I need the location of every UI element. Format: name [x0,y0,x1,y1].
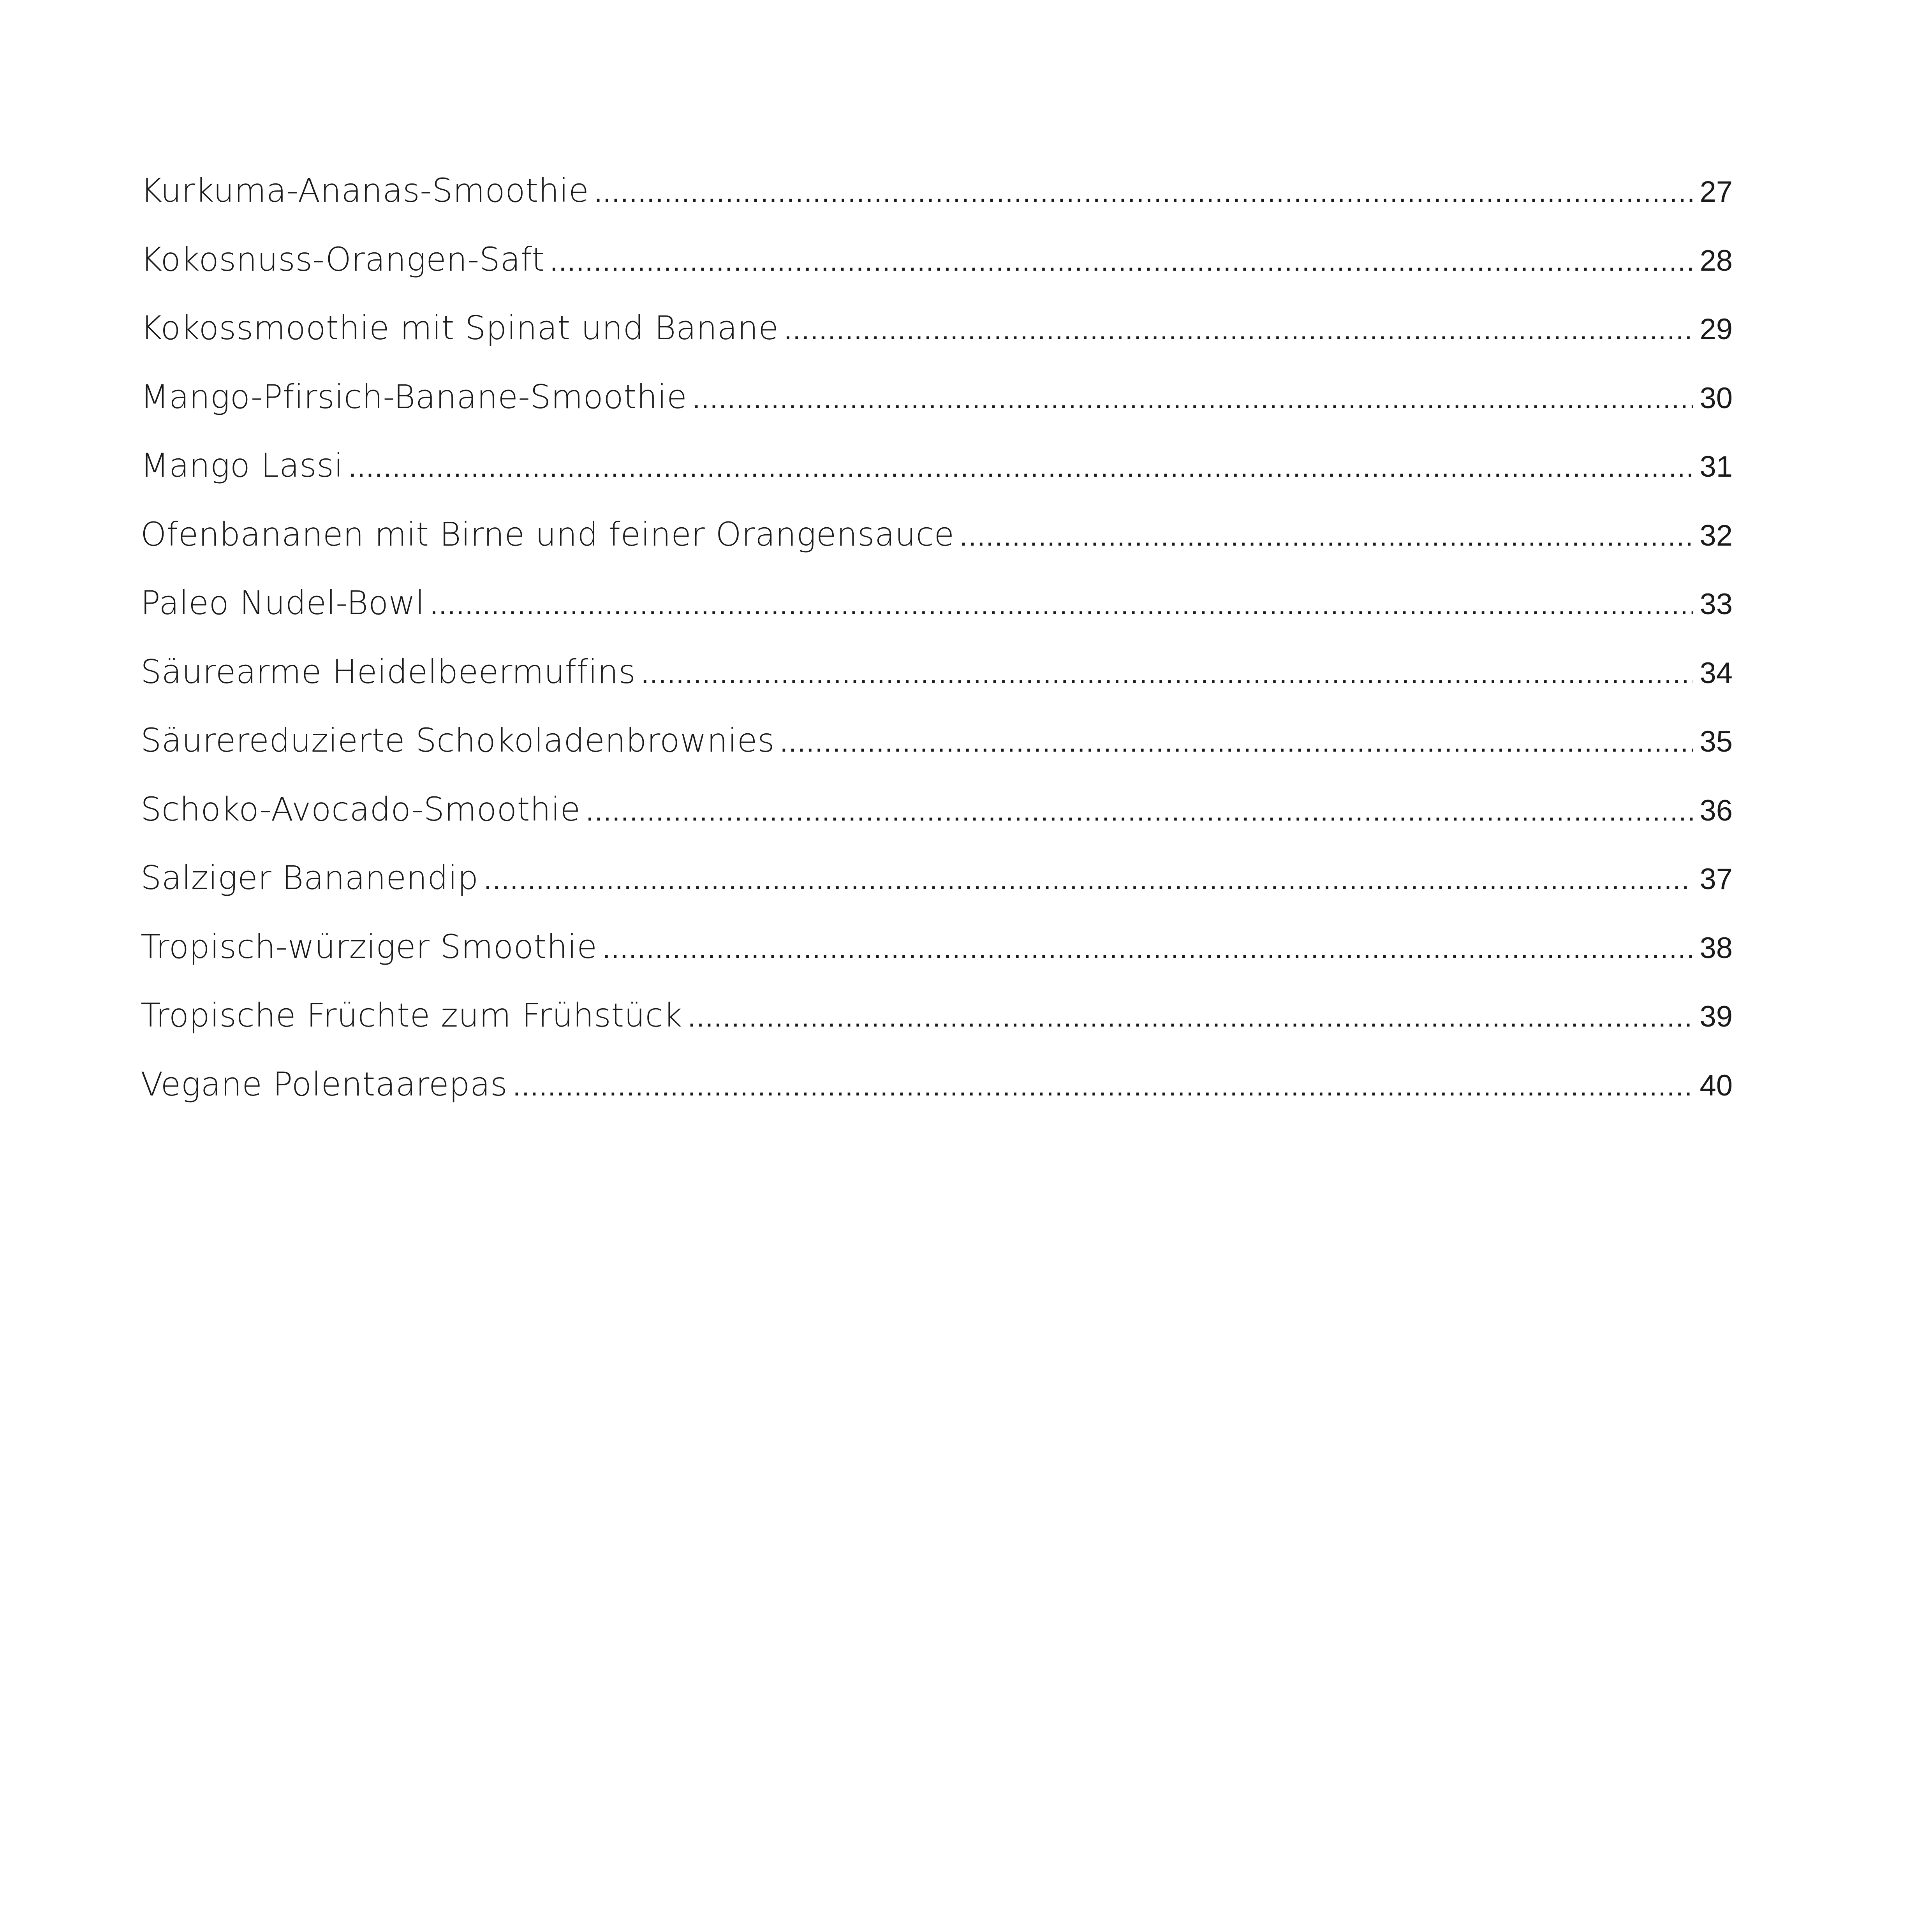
toc-entry[interactable] [141,996,1733,1065]
toc-dot-leader [784,314,1693,345]
toc-page-number: 40 [1700,1069,1733,1102]
toc-page-number: 35 [1700,725,1733,758]
toc-dot-leader [960,521,1693,552]
toc-dot-leader [688,1002,1693,1033]
toc-entry[interactable] [141,928,1733,997]
toc-entry-title: Tropische Früchte zum Frühstück [141,996,683,1034]
toc-entry-title: Mango-Pfirsich-Banane-Smoothie [141,377,687,416]
toc-entry[interactable] [141,790,1733,859]
toc-page-number: 31 [1700,450,1733,483]
toc-page-number: 34 [1700,656,1733,690]
toc-entry-title: Salziger Bananendip [141,859,479,897]
toc-page-number: 39 [1700,1000,1733,1033]
toc-page-number: 36 [1700,794,1733,827]
toc-entry[interactable] [141,584,1733,653]
toc-page-number: 30 [1700,381,1733,415]
toc-entry[interactable] [141,171,1733,240]
toc-entry-title: Paleo Nudel-Bowl [141,584,425,622]
toc-entry[interactable] [141,515,1733,584]
toc-entry[interactable] [141,721,1733,790]
toc-entry-title: Ofenbananen mit Birne und feiner Orangensauce [141,515,955,553]
toc-dot-leader [594,177,1693,208]
toc-page-number: 29 [1700,313,1733,346]
toc-page-number: 33 [1700,588,1733,621]
toc-entry-title: Mango Lassi [141,446,343,484]
toc-entry-title: Kokosnuss-Orangen-Saft [141,240,545,278]
toc-entry-title: Schoko-Avocado-Smoothie [141,790,581,828]
toc-entry[interactable] [141,859,1733,928]
toc-entry-title: Säurearme Heidelbeermuffins [141,652,636,691]
toc-page-number: 37 [1700,863,1733,896]
toc-page-number: 27 [1700,175,1733,208]
toc-entry-title: Kokossmoothie mit Spinat und Banane [141,309,779,347]
toc-dot-leader [513,1071,1693,1102]
toc-entry-title: Tropisch-würziger Smoothie [141,927,597,966]
toc-dot-leader [550,246,1693,277]
toc-entry[interactable] [141,1065,1733,1134]
toc-dot-leader [780,727,1693,758]
toc-entry-title: Kurkuma-Ananas-Smoothie [141,171,589,210]
toc-entry[interactable] [141,309,1733,378]
toc-entry-title: Vegane Polentaarepas [141,1065,508,1103]
toc-entry[interactable] [141,240,1733,309]
toc-dot-leader [641,658,1693,689]
toc-dot-leader [603,933,1693,964]
toc-entry[interactable] [141,378,1733,447]
toc-page-number: 38 [1700,931,1733,965]
toc-entry-title: Säurereduzierte Schokoladenbrownies [141,721,775,759]
toc-dot-leader [692,383,1693,414]
toc-page-number: 32 [1700,519,1733,552]
toc-entry[interactable] [141,446,1733,515]
toc-dot-leader [430,589,1693,620]
toc-dot-leader [484,864,1693,895]
toc-page-number: 28 [1700,244,1733,277]
toc-dot-leader [349,452,1693,483]
toc-dot-leader [586,796,1693,827]
table-of-contents [141,171,1733,1134]
toc-entry[interactable] [141,653,1733,722]
